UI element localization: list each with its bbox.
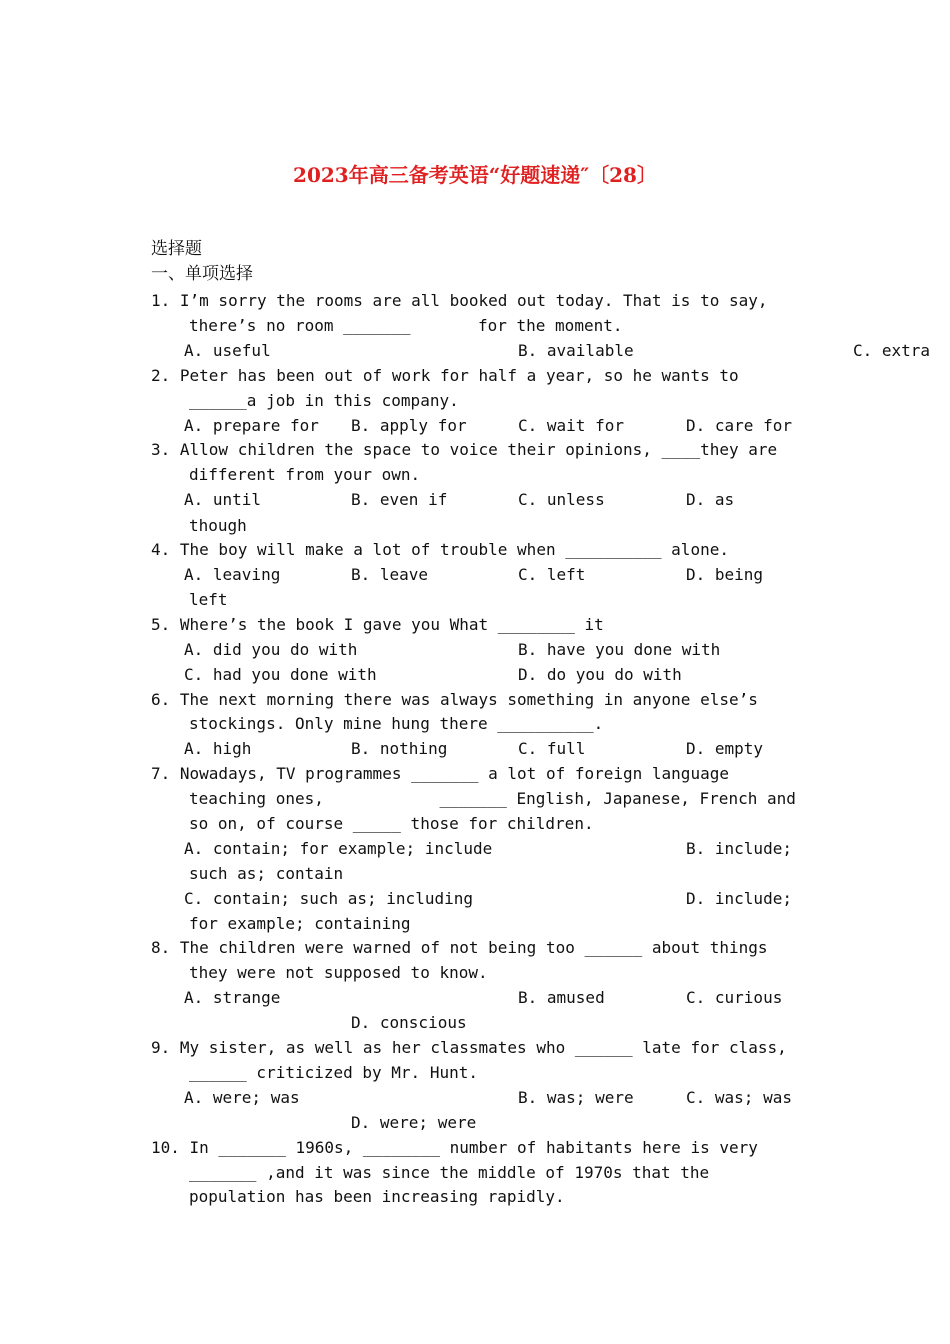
answer-option: C. contain; such as; including (184, 889, 473, 908)
question-stem: 6. The next morning there was always something in anyone else’s (151, 690, 758, 709)
question-stem: they were not supposed to know. (189, 963, 488, 982)
question-stem: population has been increasing rapidly. (189, 1187, 565, 1206)
answer-option: D. care for (686, 416, 792, 435)
answer-option: B. have you done with (518, 640, 721, 659)
answer-option: A. strange (184, 988, 281, 1007)
answer-option: C. extra (853, 341, 931, 360)
question-stem: _______ ,and it was since the middle of 1970s that the (189, 1163, 710, 1182)
question-stem: ______a job in this company. (189, 391, 459, 410)
answer-option: B. leave (351, 565, 429, 584)
answer-option: D. conscious (351, 1013, 467, 1032)
answer-option-continuation: left (189, 590, 228, 609)
question-stem: 8. The children were warned of not being too ______ about things (151, 938, 768, 957)
document-title: 2023年高三备考英语“好题速递″〔28〕 (293, 163, 657, 187)
answer-option-continuation: for example; containing (189, 914, 411, 933)
question-stem: 9. My sister, as well as her classmates who ______ late for class, (151, 1038, 787, 1057)
answer-option: A. until (184, 490, 262, 509)
answer-option: A. were; was (184, 1088, 300, 1107)
answer-option: A. useful (184, 341, 271, 360)
subsection-heading: 一、单项选择 (151, 264, 253, 284)
answer-option: D. as (686, 490, 735, 509)
answer-option: B. available (518, 341, 634, 360)
answer-option-continuation: though (189, 516, 247, 535)
answer-option: C. wait for (518, 416, 624, 435)
answer-option: D. being (686, 565, 764, 584)
answer-option: C. unless (518, 490, 605, 509)
section-heading: 选择题 (151, 239, 202, 259)
question-stem: there’s no room _______ for the moment. (189, 316, 623, 335)
question-stem: teaching ones, _______ English, Japanese, French and (189, 789, 796, 808)
answer-option: A. did you do with (184, 640, 358, 659)
answer-option: B. apply for (351, 416, 467, 435)
answer-option: B. nothing (351, 739, 448, 758)
answer-option-continuation: such as; contain (189, 864, 344, 883)
answer-option: C. full (518, 739, 586, 758)
question-stem: 10. In _______ 1960s, ________ number of habitants here is very (151, 1138, 758, 1157)
question-stem: stockings. Only mine hung there __________. (189, 714, 604, 733)
answer-option: D. empty (686, 739, 764, 758)
answer-option: B. amused (518, 988, 605, 1007)
question-stem: so on, of course _____ those for children. (189, 814, 594, 833)
question-stem: 7. Nowadays, TV programmes _______ a lot of foreign language (151, 764, 729, 783)
question-stem: different from your own. (189, 465, 421, 484)
question-stem: 5. Where’s the book I gave you What ________ it (151, 615, 604, 634)
answer-option: C. curious (686, 988, 783, 1007)
question-stem: 1. I’m sorry the rooms are all booked out today. That is to say, (151, 291, 768, 310)
answer-option: A. high (184, 739, 252, 758)
answer-option: D. do you do with (518, 665, 682, 684)
answer-option: B. was; were (518, 1088, 634, 1107)
answer-option: B. even if (351, 490, 448, 509)
question-stem: 3. Allow children the space to voice their opinions, ____they are (151, 440, 778, 459)
answer-option: C. was; was (686, 1088, 792, 1107)
answer-option: C. left (518, 565, 586, 584)
question-stem: 2. Peter has been out of work for half a year, so he wants to (151, 366, 739, 385)
answer-option: D. include; (686, 889, 792, 908)
answer-option: A. contain; for example; include (184, 839, 493, 858)
question-stem: ______ criticized by Mr. Hunt. (189, 1063, 478, 1082)
answer-option: A. prepare for (184, 416, 319, 435)
answer-option: B. include; (686, 839, 792, 858)
answer-option: C. had you done with (184, 665, 377, 684)
answer-option: A. leaving (184, 565, 281, 584)
question-stem: 4. The boy will make a lot of trouble when __________ alone. (151, 540, 729, 559)
answer-option: D. were; were (351, 1113, 477, 1132)
